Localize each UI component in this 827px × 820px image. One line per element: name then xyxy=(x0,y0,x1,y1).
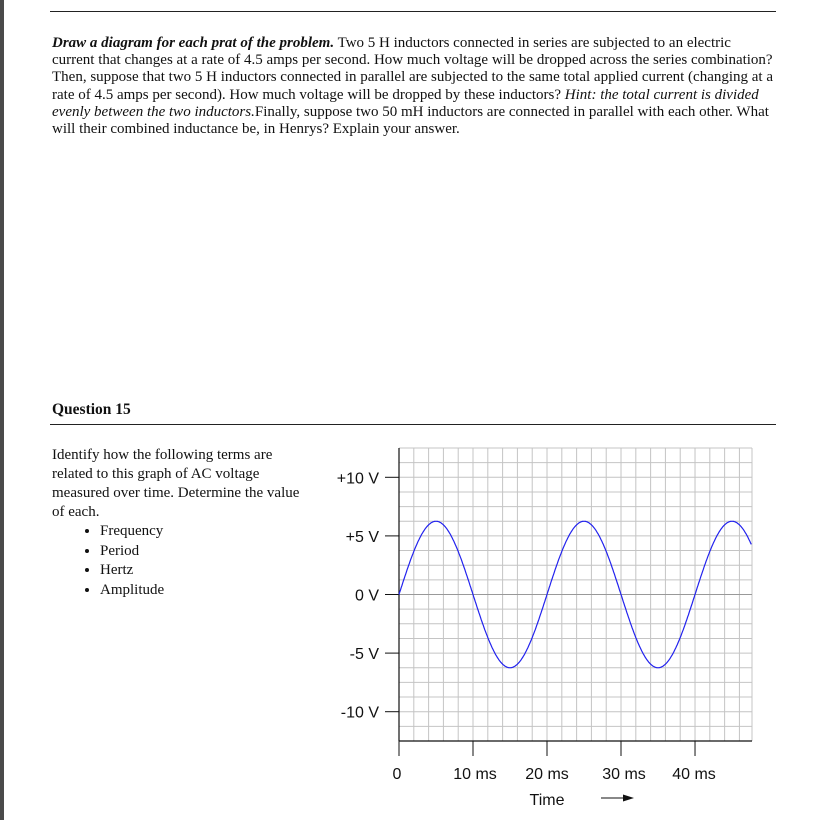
x-tick-label: 0 xyxy=(392,766,402,783)
question-14-body: Two 5 H inductors connected in series are subjected to an electric current that changes at a rate of 4.5 amps per second. How much voltage will be dropped across the series combination? Then, suppose that two 5 H inductors connected in parallel are subjected to the same total applied current (changing at a rate of 4.5 amps per second). How much voltage will be dropped by these inductors? xyxy=(52,35,774,103)
y-tick-label: +5 V xyxy=(345,528,379,546)
question-15-title: Question 15 xyxy=(52,401,131,418)
term-item: • Period xyxy=(100,542,302,562)
y-tick-label: +10 V xyxy=(336,470,379,488)
term-item: • Hertz xyxy=(100,561,302,581)
x-tick-label: 30 ms xyxy=(602,766,646,783)
question-14-body-2: Finally, suppose two 50 mH inductors are connected in parallel with each other. What will their combined inductance be, in Henrys? Explain your answer. xyxy=(52,103,769,138)
term-item: • Amplitude xyxy=(100,581,302,601)
term-item: • Frequency xyxy=(100,522,302,542)
x-tick-label: 20 ms xyxy=(525,766,569,783)
x-tick-label: 40 ms xyxy=(672,766,716,783)
x-axis-label: Time xyxy=(529,792,565,809)
x-tick-label: 10 ms xyxy=(453,766,497,783)
y-tick-label: -10 V xyxy=(340,704,379,722)
time-arrow-icon xyxy=(601,795,634,802)
y-tick-label: -5 V xyxy=(349,646,379,664)
question-14-hint: Hint: the total current is divided evenly between the two inductors. xyxy=(52,86,759,120)
y-tick-label: 0 V xyxy=(354,587,379,605)
question-14-lead: Draw a diagram for each prat of the problem. xyxy=(52,35,335,51)
question-15-prompt: Identify how the following terms are related to this graph of AC voltage measured over time. Determine the value of each. xyxy=(52,447,300,520)
